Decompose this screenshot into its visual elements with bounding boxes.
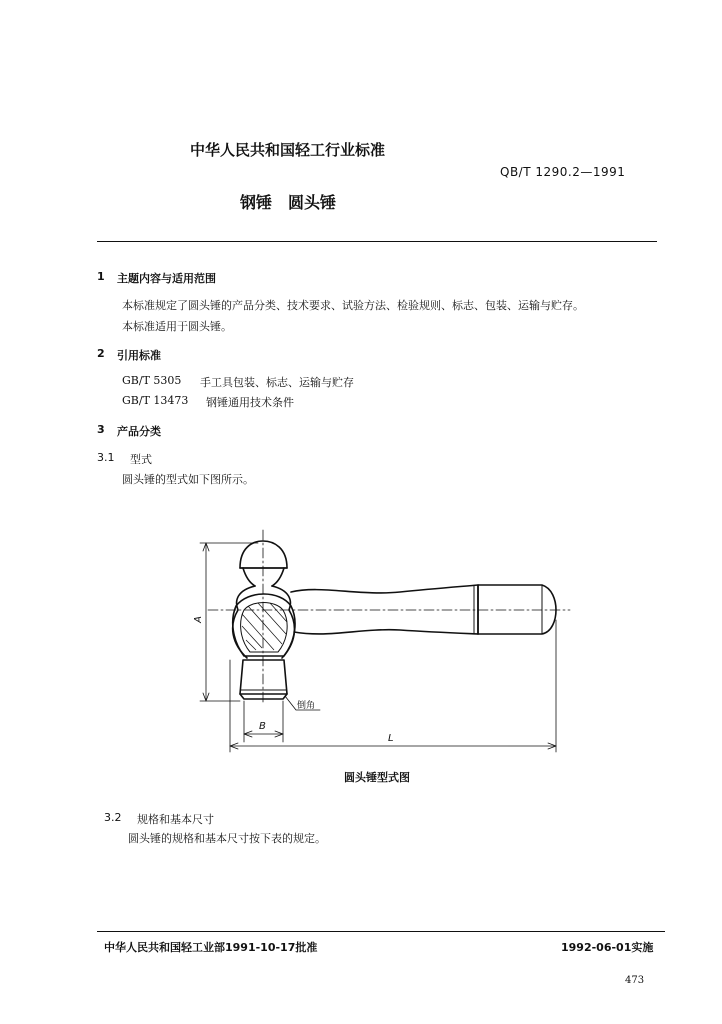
reference-2-name: 钢锤通用技术条件 (206, 396, 294, 409)
footer-rule (97, 931, 665, 932)
section-3-1-title: 型式 (130, 453, 152, 466)
section-3-title: 产品分类 (117, 425, 161, 438)
document-title: 钢锤 圆头锤 (240, 193, 337, 212)
dimension-a-label: A (192, 616, 204, 623)
org-title: 中华人民共和国轻工行业标准 (190, 141, 386, 159)
page-number: 473 (625, 975, 645, 986)
approval-note: 中华人民共和国轻工业部1991-10-17批准 (104, 941, 318, 954)
section-1-number: 1 (97, 270, 105, 283)
section-1-line-1: 本标准规定了圆头锤的产品分类、技术要求、试验方法、检验规则、标志、包装、运输与贮存。 (122, 299, 584, 312)
section-3-2-line: 圆头锤的规格和基本尺寸按下表的规定。 (128, 832, 326, 845)
section-3-1-line: 圆头锤的型式如下图所示。 (122, 473, 254, 486)
chamfer-label: 倒角 (297, 701, 316, 711)
section-2-title: 引用标准 (117, 349, 161, 362)
reference-2-code: GB/T 13473 (122, 394, 189, 407)
dimension-l-label: L (388, 733, 394, 744)
section-3-2-title: 规格和基本尺寸 (137, 813, 214, 826)
section-3-2-number: 3.2 (104, 811, 122, 824)
section-1-title: 主题内容与适用范围 (117, 272, 216, 285)
standard-code: QB/T 1290.2—1991 (500, 165, 626, 179)
reference-1-code: GB/T 5305 (122, 374, 182, 387)
figure-caption: 圆头锤型式图 (344, 771, 410, 784)
section-3-1-number: 3.1 (97, 451, 115, 464)
section-1-line-2: 本标准适用于圆头锤。 (122, 320, 232, 333)
dimension-b-label: B (259, 721, 266, 732)
section-3-number: 3 (97, 423, 105, 436)
section-2-number: 2 (97, 347, 105, 360)
effective-date: 1992-06-01实施 (561, 941, 654, 954)
reference-1-name: 手工具包装、标志、运输与贮存 (200, 376, 354, 389)
